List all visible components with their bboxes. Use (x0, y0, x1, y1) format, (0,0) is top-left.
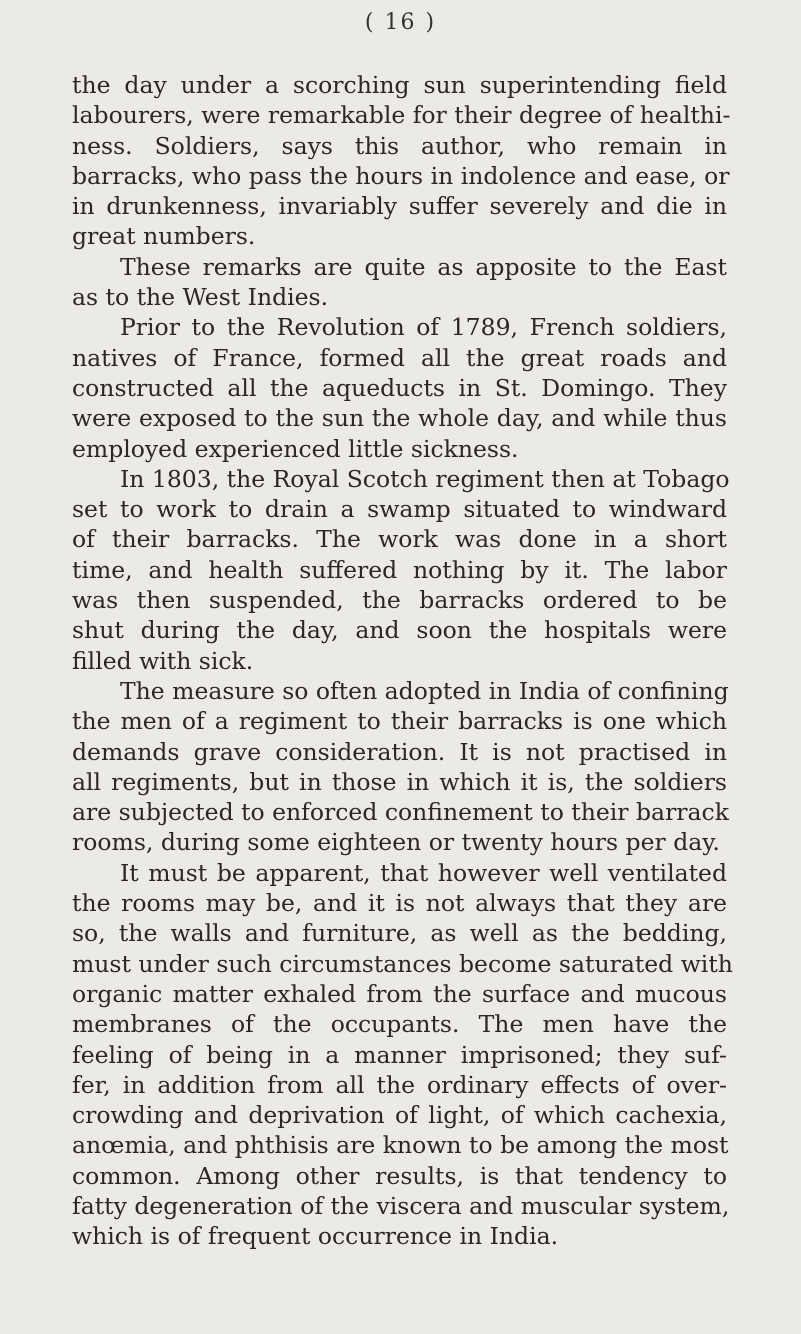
text-line: rooms, during some eighteen or twenty hours per day. (72, 828, 720, 857)
text-line: set to work to drain a swamp situated to windward (72, 495, 727, 524)
text-line: the men of a regiment to their barracks is one which (72, 707, 727, 736)
text-line: as to the West Indies. (72, 283, 329, 312)
body-text (72, 70, 733, 1252)
text-line: ness. Soldiers, says this author, who remain in (72, 131, 727, 160)
text-line: so, the walls and furniture, as well as the bedding, (72, 919, 727, 948)
text-line: shut during the day, and soon the hospitals were (72, 616, 727, 645)
text-line: are subjected to enforced confinement to their barrack (72, 798, 729, 827)
text-line: employed experienced little sickness. (72, 434, 519, 463)
text-line: common. Among other results, is that tendency to (72, 1161, 727, 1190)
text-line: membranes of the occupants. The men have the (72, 1010, 727, 1039)
text-line: time, and health suffered nothing by it. The labor (72, 555, 727, 584)
text-line: which is of frequent occurrence in India. (72, 1222, 559, 1251)
text-line: natives of France, formed all the great roads and (72, 343, 727, 372)
text-line: must under such circumstances become saturated with (72, 949, 733, 978)
text-line: It must be apparent, that however well ventilated (120, 858, 727, 887)
text-line: constructed all the aqueducts in St. Domingo. They (72, 373, 727, 402)
text-line: all regiments, but in those in which it is, the soldiers (72, 767, 727, 796)
text-line: labourers, were remarkable for their degree of healthi- (72, 101, 731, 130)
text-line: crowding and deprivation of light, of which cachexia, (72, 1101, 727, 1130)
text-line: great numbers. (72, 222, 256, 251)
text-line: anœmia, and phthisis are known to be among the most (72, 1131, 729, 1160)
text-line: These remarks are quite as apposite to the East (120, 252, 727, 281)
text-line: the rooms may be, and it is not always that they are (72, 889, 727, 918)
text-line: organic matter exhaled from the surface and mucous (72, 979, 727, 1008)
text-line: of their barracks. The work was done in a short (72, 525, 727, 554)
text-line: The measure so often adopted in India of confining (120, 676, 729, 705)
text-line: filled with sick. (72, 646, 254, 675)
text-line: barracks, who pass the hours in indolence and ease, or (72, 161, 730, 190)
text-line: demands grave consideration. It is not practised in (72, 737, 727, 766)
text-line: in drunkenness, invariably suffer severely and die in (72, 192, 727, 221)
text-line: feeling of being in a manner imprisoned; they suf- (72, 1040, 727, 1069)
text-line: fatty degeneration of the viscera and muscular system, (72, 1191, 730, 1220)
text-line: the day under a scorching sun superintending field (72, 71, 727, 99)
text-line: fer, in addition from all the ordinary effects of over- (72, 1070, 727, 1099)
text-line: was then suspended, the barracks ordered to be (72, 586, 727, 615)
page-number: ( 16 ) (364, 10, 437, 35)
text-line: In 1803, the Royal Scotch regiment then at Tobago (120, 464, 730, 493)
text-line: Prior to the Revolution of 1789, French soldiers, (120, 313, 727, 342)
text-line: were exposed to the sun the whole day, and while thus (72, 404, 727, 433)
